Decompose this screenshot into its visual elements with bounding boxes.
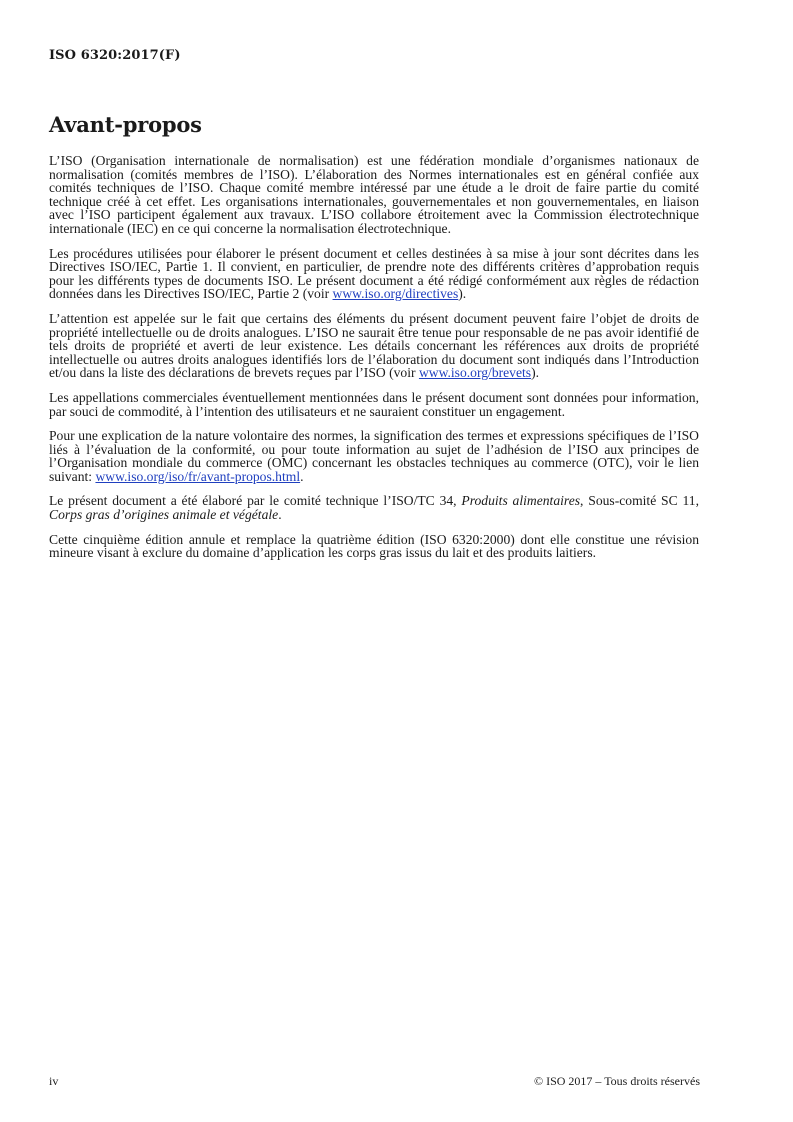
paragraph-text: Le présent document a été élaboré par le comité technique l’ISO/TC 34, [49, 493, 462, 509]
patents-link[interactable]: www.iso.org/brevets [418, 365, 532, 381]
paragraph-patents [49, 312, 699, 380]
paragraph-text: Les procédures utilisées pour élaborer le présent document et celles destinées à sa mise à jour sont décrites dans les Directives ISO/IEC, Partie 1. Il convient, en particulier, de prendre note des différents critères d’approbation requis pour les différents types de documents ISO. Le présent document a été rédigé conformément aux règles de rédaction données dans les Directives ISO/IEC, Partie 2 (voir [49, 245, 699, 302]
paragraph-text: ). [531, 365, 540, 381]
paragraph-text: Les appellations commerciales éventuellement mentionnées dans le présent document sont données pour information, par souci de commodité, à l’intention des utilisateurs et ne sauraient constituer un engagement. [49, 389, 699, 419]
directives-link[interactable]: www.iso.org/directives [332, 286, 459, 302]
section-title: Avant-propos [49, 112, 202, 137]
paragraph-text: Cette cinquième édition annule et remplace la quatrième édition (ISO 6320:2000) dont elle constitue une révision mineure visant à exclure du domaine d’application les corps gras issus du lait et des produits laitiers. [49, 531, 699, 561]
paragraph-text: . [278, 507, 282, 523]
paragraph-text: ). [458, 286, 467, 302]
committee-name: Produits alimentaires [461, 493, 581, 509]
foreword-body [49, 154, 699, 571]
paragraph-text: Pour une explication de la nature volontaire des normes, la signification des termes et expressions spécifiques de l’ISO liés à l’évaluation de la conformité, ou pour toute information au sujet de l’adhésion de l’ISO aux principes de l’Organisation mondiale du commerce (OMC) concernant les obstacles techniques au commerce (OTC), voir le lien suivant: [49, 428, 699, 484]
foreword-link[interactable]: www.iso.org/iso/fr/avant-propos.html [95, 468, 301, 484]
subcommittee-name: Corps gras d’origines animale et végétale [49, 507, 279, 523]
document-id-header: ISO 6320:2017(F) [49, 48, 181, 63]
page-number: iv [49, 1074, 59, 1088]
paragraph-text: L’ISO (Organisation internationale de normalisation) est une fédération mondiale d’organismes nationaux de normalisation (comités membres de l’ISO). L’élaboration des Normes internationales est en général confiée aux comités techniques de l’ISO. Chaque comité membre intéressé par une étude a le droit de faire partie du comité technique créé à cet effet. Les organisations internationales, gouvernementales et non gouvernementales, en liaison avec l’ISO participent également aux travaux. L’ISO collabore étroitement avec la Commission électrotechnique internationale (IEC) en ce qui concerne la normalisation électrotechnique. [49, 153, 699, 236]
paragraph-text: , Sous-comité SC 11, [580, 493, 700, 509]
paragraph-iso-intro [49, 154, 699, 236]
paragraph-trade-names [49, 391, 699, 418]
paragraph-voluntary-nature [49, 429, 699, 483]
paragraph-procedures [49, 247, 699, 301]
copyright-notice: © ISO 2017 – Tous droits réservés [533, 1074, 700, 1088]
paragraph-committee [49, 494, 699, 521]
paragraph-text: L’attention est appelée sur le fait que certains des éléments du présent document peuvent faire l’objet de droits de propriété intellectuelle ou de droits analogues. L’ISO ne saurait être tenue pour responsable de ne pas avoir identifié de tels droits de propriété et averti de leur existence. Les détails concernant les références aux droits de propriété intellectuelle ou autres droits analogues identifiés lors de l’élaboration du document sont indiqués dans l’Introduction et/ou dans la liste des déclarations de brevets reçues par l’ISO (voir [49, 310, 699, 381]
paragraph-text: . [300, 468, 304, 484]
paragraph-edition [49, 533, 699, 560]
